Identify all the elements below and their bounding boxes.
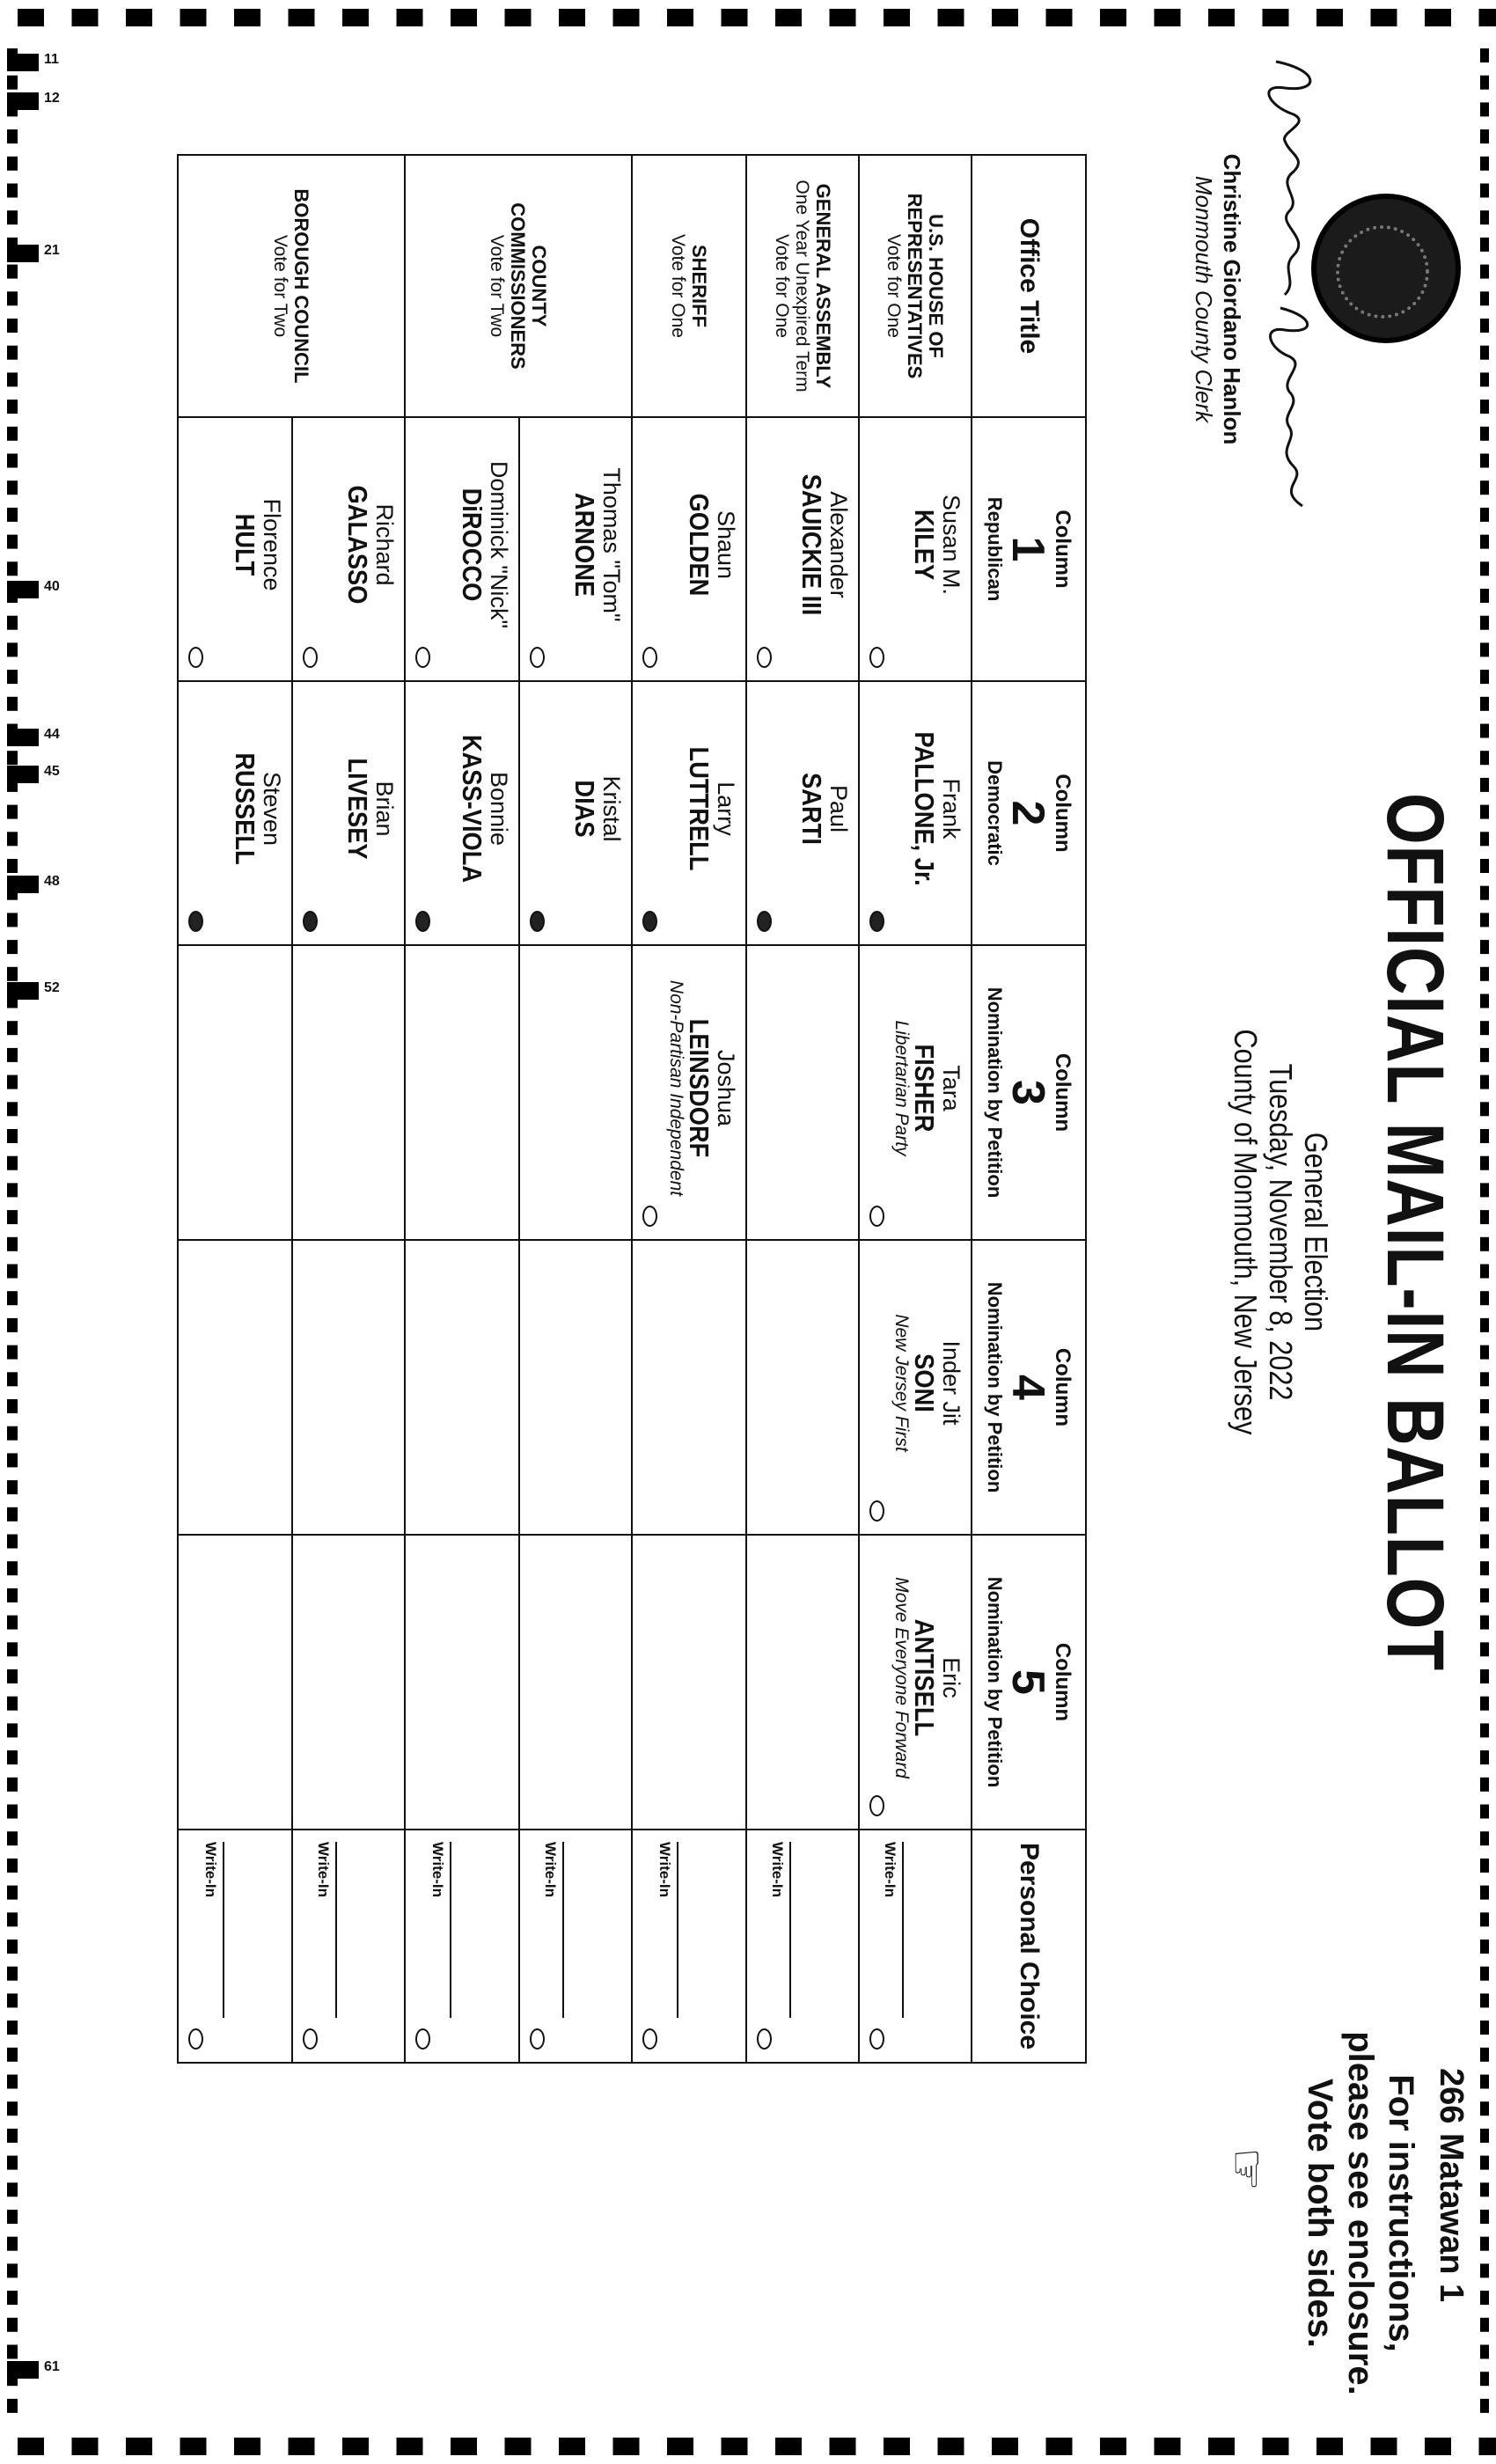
- candidate-last-name: SONI: [909, 1353, 940, 1412]
- office-name: SHERIFF: [688, 244, 711, 328]
- pointing-hand-icon: ☞: [1220, 2147, 1275, 2192]
- office-name: COUNTY: [528, 245, 551, 327]
- candidate-last-name: SARTI: [796, 773, 827, 845]
- office-name: GENERAL ASSEMBLY: [812, 183, 834, 389]
- vote-oval[interactable]: [642, 1206, 657, 1227]
- instruction-line: please see enclosure.: [1341, 2031, 1380, 2395]
- column-word: Column: [1051, 774, 1074, 853]
- timing-mark-label: 21: [44, 243, 60, 258]
- column-party: Republican: [984, 496, 1006, 602]
- personal-choice-header: [971, 1829, 1087, 2064]
- clerk-title: Monmouth County Clerk: [1191, 175, 1217, 423]
- column-4-header: [971, 1239, 1087, 1536]
- candidate-dem-council2: [231, 680, 284, 937]
- candidate-first-name: Tara: [938, 1065, 964, 1111]
- clerk-name: Christine Giordano Hanlon: [1219, 153, 1245, 445]
- write-in-label: Write-In: [656, 1842, 673, 1897]
- write-in-line[interactable]: [789, 1842, 791, 2018]
- ballot-cell: [745, 944, 860, 1241]
- column-word: Column: [1051, 510, 1074, 589]
- candidate-first-name: Thomas "Tom": [598, 467, 625, 622]
- vote-oval[interactable]: [188, 911, 203, 932]
- candidate-last-name: ANTISELL: [909, 1618, 940, 1737]
- ballot-cell: [518, 1534, 633, 1830]
- vote-oval[interactable]: [303, 647, 318, 668]
- column-word: Column: [1051, 1347, 1074, 1427]
- candidate-first-name: Steven: [259, 771, 285, 847]
- ballot-cell: [177, 1534, 293, 1830]
- office-sheriff: [631, 154, 747, 418]
- timing-mark-label: 61: [44, 2359, 60, 2374]
- candidate-first-name: Joshua: [713, 1049, 739, 1127]
- candidate-first-name: Dominick "Nick": [486, 460, 512, 629]
- vote-oval[interactable]: [869, 1500, 884, 1522]
- write-in-oval[interactable]: [869, 2028, 884, 2050]
- column-5-header: [971, 1534, 1087, 1830]
- timing-mark-label: 40: [44, 579, 60, 594]
- candidate-party: Move Everyone Forward: [891, 1577, 912, 1778]
- office-general-assembly: [745, 154, 860, 418]
- write-in-line[interactable]: [223, 1842, 224, 2018]
- candidate-first-name: Richard: [371, 503, 398, 586]
- precinct-label: 266 Matawan 1: [1433, 2068, 1470, 2303]
- write-in-line[interactable]: [677, 1842, 678, 2018]
- write-in-oval[interactable]: [303, 2028, 318, 2050]
- candidate-last-name: DiROCCO: [457, 488, 488, 602]
- vote-oval[interactable]: [869, 647, 884, 668]
- election-info: [1228, 933, 1333, 1531]
- write-in-line[interactable]: [902, 1842, 904, 2018]
- candidate-c5-house: [891, 1534, 964, 1822]
- column-word: Column: [1051, 1642, 1074, 1722]
- ballot-cell: [631, 1534, 747, 1830]
- candidate-last-name: LEINSDORF: [684, 1018, 715, 1158]
- column-2-header: [971, 680, 1087, 946]
- column-party: Nomination by Petition: [984, 986, 1006, 1199]
- candidate-last-name: DIAS: [569, 780, 600, 838]
- candidate-dem-assembly: [798, 680, 851, 937]
- ballot-grid: [177, 154, 1087, 2064]
- column-1-header: [971, 416, 1087, 682]
- write-in-label: Write-In: [882, 1842, 898, 1897]
- candidate-first-name: Eric: [938, 1657, 964, 1698]
- write-in-label: Write-In: [542, 1842, 559, 1897]
- timing-mark-label: 52: [44, 980, 60, 995]
- column-party: Nomination by Petition: [984, 1281, 1006, 1493]
- ballot-cell: [404, 1239, 520, 1536]
- ballot-cell: [177, 944, 293, 1241]
- office-vote-for: Vote for One: [884, 234, 905, 338]
- candidate-last-name: GALASSO: [342, 485, 373, 605]
- candidate-c3-house: [891, 944, 964, 1232]
- ballot-cell: [291, 1534, 406, 1830]
- candidate-first-name: Susan M.: [938, 494, 964, 596]
- candidate-last-name: RUSSELL: [230, 752, 260, 865]
- column-word: Column: [1051, 1052, 1074, 1133]
- candidate-first-name: Alexander: [825, 491, 852, 598]
- timing-mark-label: 11: [44, 52, 59, 67]
- candidate-last-name: KASS-VIOLA: [457, 734, 488, 884]
- candidate-last-name: HULT: [230, 513, 260, 576]
- candidate-last-name: PALLONE, Jr.: [909, 731, 940, 886]
- timing-mark-label: 12: [44, 91, 60, 106]
- vote-oval[interactable]: [303, 911, 318, 932]
- candidate-last-name: ARNONE: [569, 492, 600, 598]
- ballot-cell: [177, 1239, 293, 1536]
- candidate-first-name: Kristal: [598, 775, 625, 842]
- office-name: REPRESENTATIVES: [904, 193, 927, 379]
- candidate-dem-house: [911, 680, 964, 937]
- ballot-cell: [518, 944, 633, 1241]
- vote-oval[interactable]: [188, 647, 203, 668]
- office-vote-for: Vote for Two: [487, 234, 508, 338]
- candidate-first-name: Inder Jit: [938, 1340, 964, 1426]
- instruction-line: Vote both sides.: [1301, 2079, 1339, 2348]
- office-name: U.S. HOUSE OF: [925, 214, 948, 358]
- office-title-header: [971, 154, 1087, 418]
- candidate-last-name: GOLDEN: [684, 493, 715, 597]
- candidate-rep-comm1: [571, 416, 624, 673]
- ballot-cell: [291, 1239, 406, 1536]
- vote-oval[interactable]: [415, 911, 430, 932]
- timing-mark-label: 48: [44, 874, 60, 889]
- office-vote-for: Vote for One: [772, 234, 792, 338]
- ballot-cell: [745, 1239, 860, 1536]
- ballot-cell: [404, 1534, 520, 1830]
- office-term: One Year Unexpired Term: [792, 180, 812, 392]
- write-in-oval[interactable]: [642, 2028, 657, 2050]
- write-in-oval[interactable]: [757, 2028, 772, 2050]
- candidate-first-name: Paul: [825, 784, 852, 833]
- candidate-first-name: Brian: [371, 781, 398, 837]
- candidate-first-name: Bonnie: [486, 771, 512, 847]
- ballot-title: OFFICIAL MAIL-IN BALLOT: [1370, 792, 1460, 1672]
- office-vote-for: Vote for Two: [270, 234, 291, 338]
- column-number: 4: [1002, 1375, 1053, 1400]
- candidate-party: Non-Partisan Independent: [666, 979, 686, 1197]
- timing-mark-label: 44: [44, 727, 60, 742]
- candidate-rep-council2: [231, 416, 284, 673]
- election-date: Tuesday, November 8, 2022: [1263, 1063, 1299, 1401]
- candidate-rep-assembly: [798, 416, 851, 673]
- write-in-line[interactable]: [450, 1842, 451, 2018]
- candidate-last-name: SAUICKIE III: [796, 473, 827, 616]
- ballot-cell: [518, 1239, 633, 1536]
- candidate-rep-sheriff: [686, 416, 738, 673]
- column-number: 3: [1002, 1080, 1053, 1105]
- write-in-label: Write-In: [202, 1842, 219, 1897]
- candidate-c4-house: [891, 1239, 964, 1527]
- vote-oval[interactable]: [757, 911, 772, 932]
- ballot-cell: [291, 944, 406, 1241]
- candidate-dem-comm2: [458, 680, 511, 937]
- clerk-signature: [1250, 53, 1329, 510]
- election-county: County of Monmouth, New Jersey: [1228, 1029, 1264, 1435]
- election-name: General Election: [1298, 1132, 1334, 1332]
- vote-oval[interactable]: [530, 647, 545, 668]
- write-in-line[interactable]: [335, 1842, 337, 2018]
- instructions: [1300, 2015, 1421, 2411]
- column-3-header: [971, 944, 1087, 1241]
- office-borough-council: [177, 154, 406, 418]
- candidate-rep-comm2: [458, 416, 511, 673]
- column-party: Democratic: [984, 760, 1006, 866]
- ballot-cell: [631, 1239, 747, 1536]
- office-vote-for: Vote for One: [668, 234, 689, 338]
- vote-oval[interactable]: [415, 647, 430, 668]
- candidate-first-name: Frank: [938, 778, 964, 840]
- candidate-dem-sheriff: [686, 680, 738, 937]
- county-seal-icon: [1311, 194, 1461, 343]
- candidate-last-name: LUTTRELL: [684, 746, 715, 871]
- candidate-rep-house: [911, 416, 964, 673]
- vote-oval[interactable]: [642, 911, 657, 932]
- candidate-first-name: Shaun: [713, 510, 739, 580]
- vote-oval[interactable]: [869, 1206, 884, 1227]
- personal-choice-text: Personal Choice: [1015, 1842, 1044, 2050]
- write-in-oval[interactable]: [530, 2028, 545, 2050]
- timing-mark-label: 45: [44, 764, 60, 779]
- candidate-party: New Jersey First: [891, 1314, 912, 1452]
- candidate-rep-council1: [344, 416, 397, 673]
- write-in-oval[interactable]: [415, 2028, 430, 2050]
- column-number: 2: [1002, 800, 1053, 826]
- column-number: 1: [1002, 536, 1053, 562]
- office-county-commissioners: [404, 154, 633, 418]
- candidate-last-name: FISHER: [909, 1044, 940, 1133]
- write-in-oval[interactable]: [188, 2028, 203, 2050]
- column-number: 5: [1002, 1669, 1053, 1695]
- ballot-cell: [404, 944, 520, 1241]
- column-party: Nomination by Petition: [984, 1576, 1006, 1788]
- candidate-party: Libertarian Party: [891, 1020, 912, 1156]
- candidate-dem-comm1: [571, 680, 624, 937]
- office-title-header-text: Office Title: [1015, 217, 1044, 355]
- write-in-label: Write-In: [769, 1842, 786, 1897]
- office-us-house: [858, 154, 972, 418]
- candidate-last-name: LIVESEY: [342, 758, 373, 860]
- candidate-first-name: Florence: [259, 498, 285, 591]
- candidate-c3-sheriff: [666, 944, 738, 1232]
- ballot-cell: [745, 1534, 860, 1830]
- vote-oval[interactable]: [642, 647, 657, 668]
- vote-oval[interactable]: [530, 911, 545, 932]
- candidate-dem-council1: [344, 680, 397, 937]
- vote-oval[interactable]: [757, 647, 772, 668]
- office-name: COMMISSIONERS: [507, 202, 530, 370]
- candidate-first-name: Larry: [713, 781, 739, 836]
- office-name: BOROUGH COUNCIL: [290, 188, 313, 384]
- vote-oval[interactable]: [869, 911, 884, 932]
- candidate-last-name: KILEY: [909, 509, 940, 581]
- instruction-line: For instructions,: [1382, 2074, 1420, 2352]
- write-in-line[interactable]: [562, 1842, 564, 2018]
- write-in-label: Write-In: [429, 1842, 446, 1897]
- vote-oval[interactable]: [869, 1795, 884, 1816]
- write-in-label: Write-In: [315, 1842, 332, 1897]
